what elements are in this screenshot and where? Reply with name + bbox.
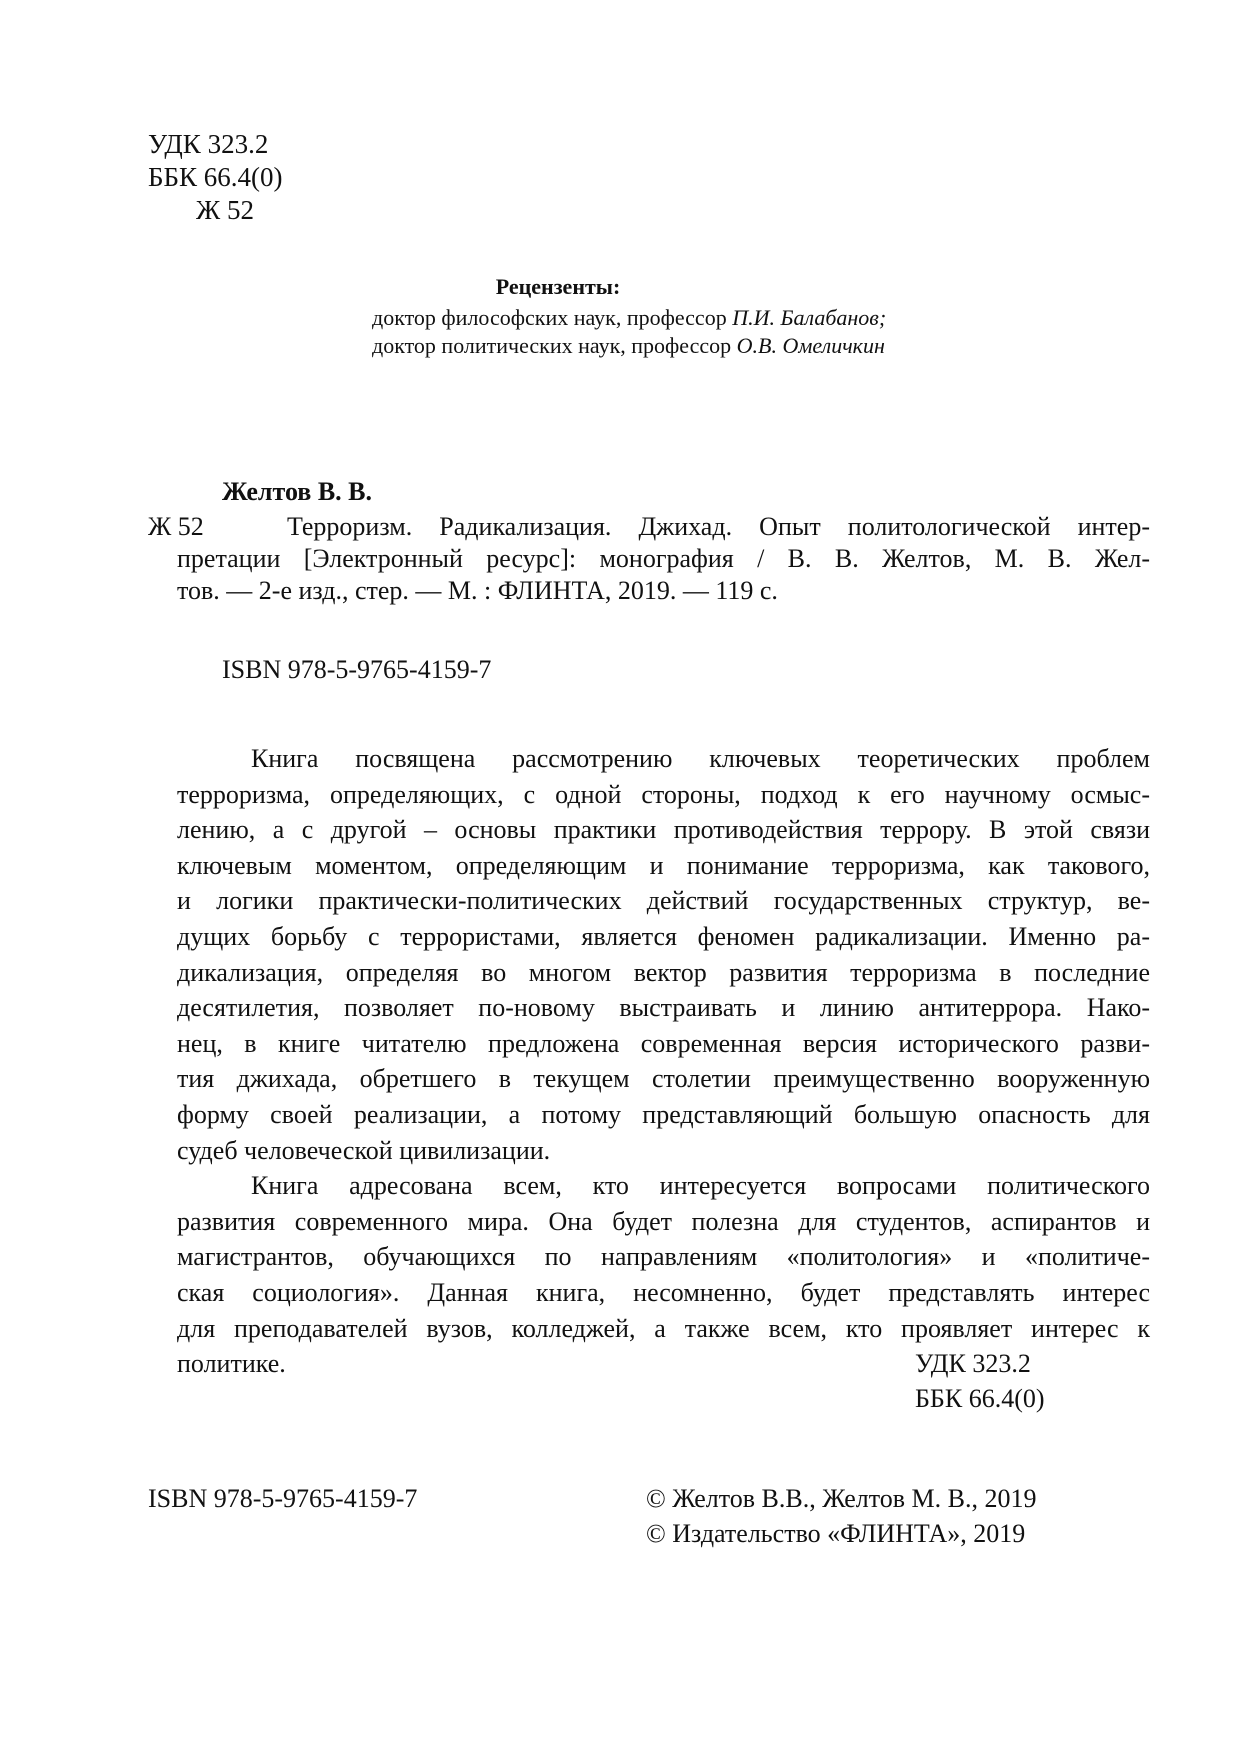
bibliography-line-2: претации [Электронный ресурс]: монография / В. В. Желтов, М. В. Жел-: [177, 544, 1150, 573]
bibliography-line-1: Терроризм. Радикализация. Джихад. Опыт политологической интер-: [287, 512, 1150, 541]
abstract-p2-line: развития современного мира. Она будет полезна для студентов, аспирантов и: [177, 1206, 1150, 1236]
abstract-p1-line: десятилетия, позволяет по-новому выстраивать и линию антитеррора. Нако-: [177, 993, 1150, 1023]
abstract-p2-line: магистрантов, обучающихся по направлениям «политология» и «политиче-: [177, 1242, 1150, 1272]
abstract-p2-line: Книга адресована всем, кто интересуется вопросами политического: [251, 1171, 1150, 1201]
udk-code: УДК 323.2: [148, 129, 269, 159]
abstract-p1-line: форму своей реализации, а потому представляющий большую опасность для: [177, 1099, 1150, 1129]
reviewers-title: Рецензенты:: [495, 274, 621, 299]
abstract-p1-line: лению, а с другой – основы практики противодействия террору. В этой связи: [177, 815, 1150, 845]
author-sign: Ж 52: [196, 195, 254, 225]
abstract-p1-line: нец, в книге читателю предложена современная версия исторического разви-: [177, 1028, 1150, 1058]
bbk-code-bottom: ББК 66.4(0): [915, 1384, 1045, 1413]
bibliography-code: Ж 52: [148, 512, 204, 541]
abstract-p1-line: дикализация, определяя во многом вектор развития терроризма в последние: [177, 957, 1150, 987]
bibliography-line-3: тов. — 2-е изд., стер. — М. : ФЛИНТА, 2019. — 119 с.: [177, 576, 778, 605]
abstract: [177, 741, 1150, 1382]
reviewer-2-name: О.В. Омеличкин: [736, 333, 885, 358]
abstract-p2-line: политике.: [177, 1349, 286, 1379]
footer-isbn: ISBN 978-5-9765-4159-7: [148, 1484, 418, 1513]
abstract-p1-line: судеб человеческой цивилизации.: [177, 1135, 551, 1165]
abstract-p1-line: терроризма, определяющих, с одной стороны, подход к его научному осмыс-: [177, 779, 1150, 809]
bibliography-isbn: ISBN 978-5-9765-4159-7: [222, 655, 492, 684]
reviewer-1-position: доктор философских наук, профессор: [372, 305, 727, 330]
abstract-p2-line: ская социология». Данная книга, несомненно, будет представлять интерес: [177, 1277, 1150, 1307]
copyright-authors: © Желтов В.В., Желтов М. В., 2019: [646, 1484, 1037, 1513]
reviewer-2: [372, 333, 885, 359]
udk-code-bottom: УДК 323.2: [915, 1349, 1031, 1378]
abstract-p1-line: Книга посвящена рассмотрению ключевых теоретических проблем: [251, 744, 1150, 773]
bottom-classification-codes: [915, 1346, 1045, 1416]
bibliography-author: Желтов В. В.: [222, 477, 373, 506]
top-classification-codes: [148, 128, 283, 227]
reviewer-2-position: доктор политических наук, профессор: [372, 333, 732, 358]
reviewer-1-name: П.И. Балабанов;: [732, 305, 887, 330]
abstract-p1-line: тия джихада, обретшего в текущем столетии преимущественно вооруженную: [177, 1064, 1150, 1094]
bbk-code: ББК 66.4(0): [148, 162, 283, 192]
abstract-p1-line: дущих борьбу с террористами, является феномен радикализации. Именно ра-: [177, 921, 1150, 951]
copyright-publisher: © Издательство «ФЛИНТА», 2019: [646, 1519, 1026, 1548]
abstract-p1-line: ключевым моментом, определяющим и понимание терроризма, как такового,: [177, 850, 1150, 880]
abstract-p1-line: и логики практически-политических действий государственных структур, ве-: [177, 886, 1150, 916]
abstract-p2-line: для преподавателей вузов, колледжей, а также всем, кто проявляет интерес к: [177, 1313, 1150, 1343]
reviewer-1: [372, 305, 886, 331]
